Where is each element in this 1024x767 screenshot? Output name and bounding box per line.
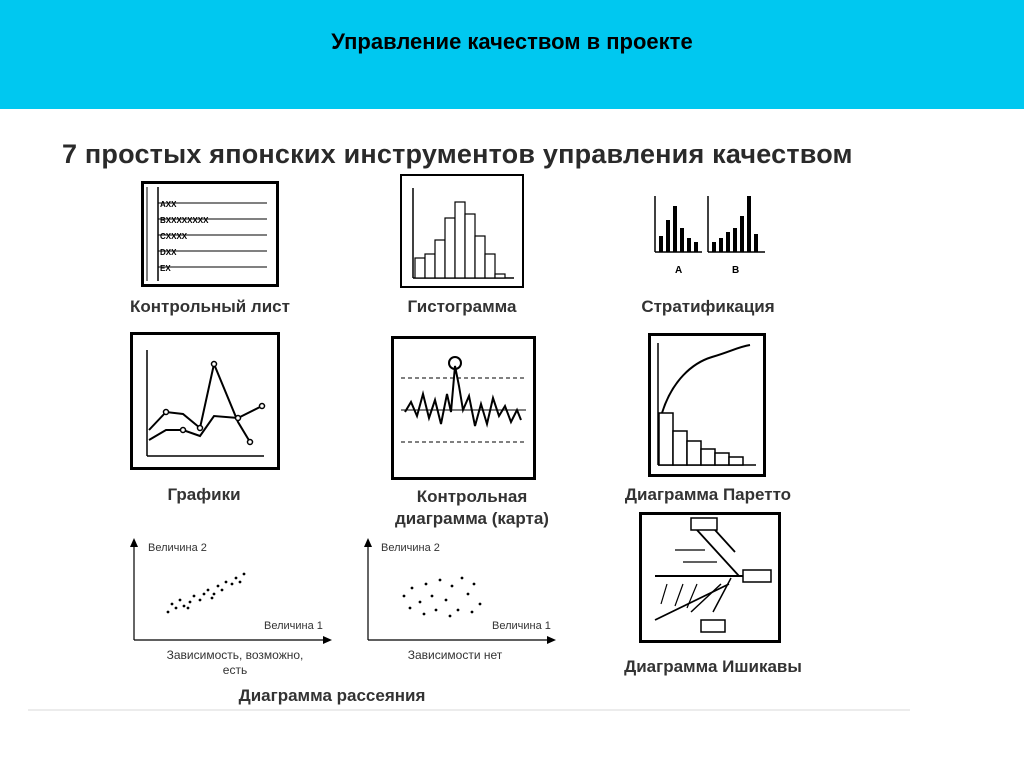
pareto-caption: Диаграмма Паретто <box>624 485 792 504</box>
graphs-figure <box>130 332 280 470</box>
pareto-figure <box>648 333 766 477</box>
scatter-right-y-label: Величина 2 <box>381 542 440 554</box>
stratification-figure <box>650 194 770 278</box>
scatter-right-x-label: Величина 1 <box>492 620 551 632</box>
check-row-b: BXXXXXXXX <box>160 216 209 225</box>
stratum-a-label: A <box>675 265 683 276</box>
control-chart-figure <box>391 336 536 480</box>
footer-divider <box>28 709 910 711</box>
control-chart-caption-1: Контрольная <box>416 487 528 506</box>
scatter-right-note: Зависимости нет <box>407 648 503 662</box>
scatter-left-x-label: Величина 1 <box>264 620 323 632</box>
scatter-left-y-label: Величина 2 <box>148 542 207 554</box>
graphs-caption: Графики <box>167 485 241 504</box>
check-row-e: EX <box>160 264 171 273</box>
control-chart-caption-2: диаграмма (карта) <box>395 509 549 528</box>
check-sheet-figure <box>141 181 279 287</box>
stratification-caption: Стратификация <box>641 297 775 316</box>
check-row-a: AXX <box>160 200 177 209</box>
ishikawa-figure <box>639 512 781 643</box>
histogram-figure <box>400 174 524 288</box>
check-sheet-caption: Контрольный лист <box>130 297 290 316</box>
stratum-b-label: B <box>732 265 740 276</box>
check-row-d: DXX <box>160 248 177 257</box>
slide-title: Управление качеством в проекте <box>331 29 693 54</box>
histogram-caption: Гистограмма <box>407 297 517 316</box>
scatter-left-note-1: Зависимость, возможно, <box>166 648 304 662</box>
slide-subtitle: 7 простых японских инструментов управления качеством <box>62 139 853 169</box>
ishikawa-caption: Диаграмма Ишикавы <box>624 657 802 676</box>
check-row-c: CXXXX <box>160 232 188 241</box>
scatter-caption: Диаграмма рассеяния <box>238 686 426 705</box>
header-banner <box>0 0 1024 109</box>
scatter-left-note-2: есть <box>222 663 248 677</box>
